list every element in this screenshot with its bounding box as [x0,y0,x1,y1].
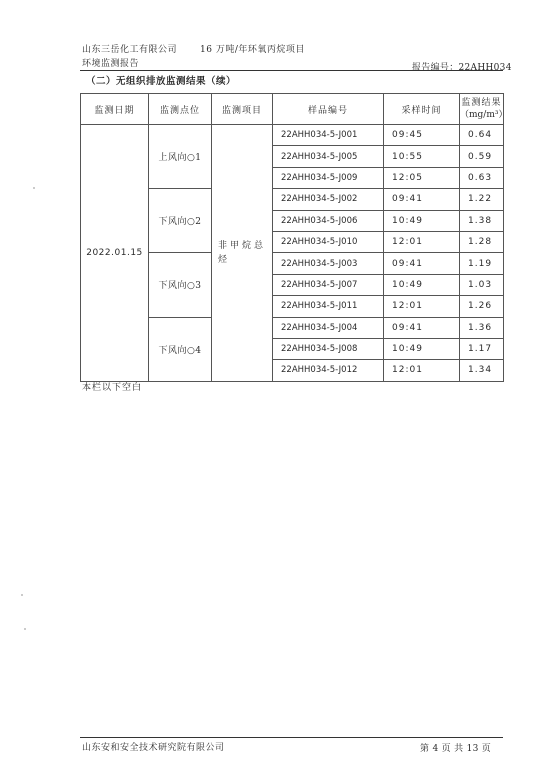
header-report-type: 环境监测报告 [82,59,140,69]
col-header-result-unit: （mg/m³） [460,110,508,120]
cell-time: 12:05 [384,167,460,188]
cell-sample: 22AHH034-5-J011 [273,296,384,317]
cell-time: 10:49 [384,338,460,359]
section-title: （二）无组织排放监测结果（续） [86,76,237,87]
cell-value: 1.38 [460,210,504,231]
cell-sample: 22AHH034-5-J007 [273,274,384,295]
footer-page-number: 第 4 页 共 13 页 [420,744,492,754]
cell-site: 上风向○1 [149,125,212,189]
header-report-number: 报告编号：22AHH034 [412,63,512,73]
scan-speck [21,594,23,596]
header-company: 山东三岳化工有限公司 [82,45,178,55]
col-header-sample: 样品编号 [273,94,384,125]
header-rule [80,70,503,71]
cell-time: 12:01 [384,296,460,317]
cell-value: 1.28 [460,231,504,252]
footer-rule [80,737,503,738]
blank-below-note: 本栏以下空白 [82,383,143,393]
cell-sample: 22AHH034-5-J005 [273,146,384,167]
cell-time: 09:45 [384,125,460,146]
cell-item: 非甲烷总烃 [212,125,273,382]
footer-institute: 山东安和安全技术研究院有限公司 [82,743,225,753]
cell-value: 0.64 [460,125,504,146]
cell-time: 12:01 [384,360,460,381]
cell-value: 1.19 [460,253,504,274]
cell-value: 1.34 [460,360,504,381]
cell-sample: 22AHH034-5-J004 [273,317,384,338]
cell-sample: 22AHH034-5-J003 [273,253,384,274]
cell-value: 1.36 [460,317,504,338]
cell-time: 10:49 [384,274,460,295]
cell-value: 1.26 [460,296,504,317]
cell-time: 10:55 [384,146,460,167]
table-row [81,125,504,146]
cell-site: 下风向○2 [149,189,212,253]
cell-value: 1.03 [460,274,504,295]
cell-date: 2022.01.15 [81,125,149,382]
col-header-site: 监测点位 [149,94,212,125]
cell-value: 1.22 [460,189,504,210]
scan-speck [33,187,35,189]
cell-sample: 22AHH034-5-J002 [273,189,384,210]
cell-sample: 22AHH034-5-J008 [273,338,384,359]
cell-sample: 22AHH034-5-J010 [273,231,384,252]
cell-time: 09:41 [384,189,460,210]
cell-site: 下风向○3 [149,253,212,317]
col-header-time: 采样时间 [384,94,460,125]
scan-speck [24,628,26,630]
cell-site: 下风向○4 [149,317,212,381]
cell-time: 10:49 [384,210,460,231]
col-header-item: 监测项目 [212,94,273,125]
cell-time: 09:41 [384,317,460,338]
table-header-row [81,94,504,125]
cell-time: 12:01 [384,231,460,252]
col-header-result [460,94,508,125]
col-header-date: 监测日期 [81,94,149,125]
cell-time: 09:41 [384,253,460,274]
cell-value: 1.17 [460,338,504,359]
cell-value: 0.59 [460,146,504,167]
col-header-result-label: 监测结果 [461,98,502,108]
cell-sample: 22AHH034-5-J009 [273,167,384,188]
header-project: 16 万吨/年环氧丙烷项目 [200,45,305,55]
cell-value: 0.63 [460,167,504,188]
cell-sample: 22AHH034-5-J001 [273,125,384,146]
cell-sample: 22AHH034-5-J012 [273,360,384,381]
cell-sample: 22AHH034-5-J006 [273,210,384,231]
monitoring-results-table [80,93,508,382]
